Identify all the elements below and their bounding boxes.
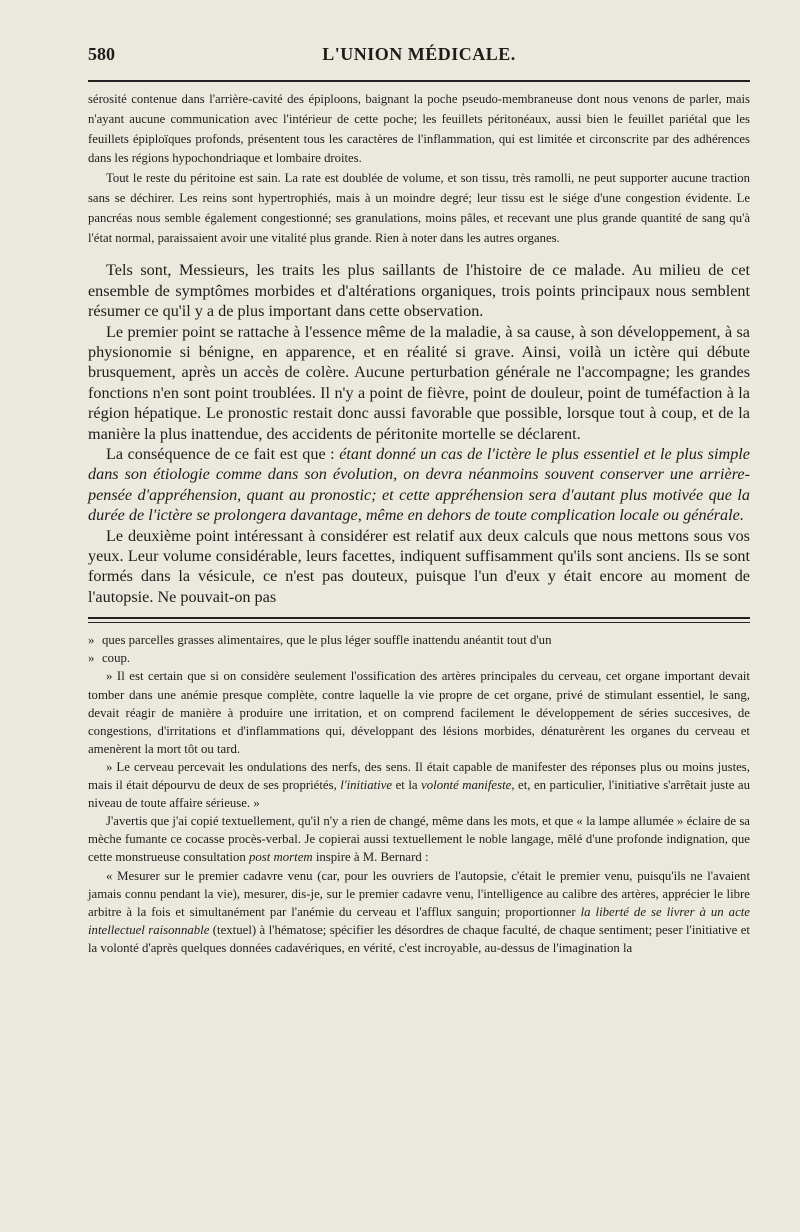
quote-marker: »: [88, 633, 95, 648]
footnote-italic: l'initiative: [340, 778, 393, 793]
footnote-text: J'avertis que j'ai copié textuellement, qu'il n'y a rien de changé, même dans les mots, et que « la lampe allumée » éclaire de sa mèche fumante ce cocasse procès-verbal. Je copierai aussi textuellement le noble langage, mêlé d'une profonde indignation, que cette monstrueuse consultation: [88, 814, 750, 865]
quote-marker: »: [88, 651, 95, 666]
footnote-text: « Mesurer sur le premier cadavre venu (car, pour les ouvriers de l'autopsie, c'était le premier venu, puisqu'ils ne l'avaient jamais connu pendant la vie), mesurer, dis-je, sur le premier cadavre venu, l'intelligence au calibre des artères, apprécier le libre arbitre à la fois et simultanément par l'anémie du cerveau et l'afflux sanguin; proportionner: [88, 868, 750, 919]
footnote-mesurer: [88, 867, 750, 957]
footnote-separator: [88, 617, 750, 623]
quote-line: [88, 649, 750, 667]
quote-text: ques parcelles grasses alimentaires, que le plus léger souffle inattendu anéantit tout d'un: [102, 633, 552, 648]
footnote-text: , et, en particulier, l'initiative s'arrêtait juste au niveau de toute affaire sérieuse. »: [88, 778, 750, 811]
running-head: L'UNION MÉDICALE.: [322, 44, 516, 64]
footnote-text: inspire à M. Bernard :: [312, 850, 429, 865]
paragraph-tels-sont: Tels sont, Messieurs, les traits les plus saillants de l'histoire de ce malade. Au milieu de cet ensemble de symptômes morbides et d'altérations organiques, trois points principaux nous semblent résumer ce qu'il y a de plus important dans cette observation.: [88, 261, 750, 321]
footnotes: [88, 631, 750, 957]
consequence-lead: La conséquence de ce fait est que :: [106, 445, 340, 464]
footnote-italic: post mortem: [249, 850, 313, 865]
page-header: [88, 44, 750, 80]
paragraph-consequence: [88, 444, 750, 526]
consequence-italic: étant donné un cas de l'ictère le plus essentiel et le plus simple dans son étiologie comme dans son évolution, on devra néanmoins souvent conserver une arrière-pensée d'appréhension, quant au pronostic; et cette appréhension sera d'autant plus motivée que la durée de l'ictère se prolongera davantage, même en dehors de toute complication locale ou générale.: [88, 445, 750, 525]
footnote-avertis: [88, 812, 750, 866]
paragraph-peritoine: Tout le reste du péritoine est sain. La rate est doublée de volume, et son tissu, très ramolli, ne peut supporter aucune traction sans se déchirer. Les reins sont hypertrophiés, mais à un moindre degré; leur tissu est le siége d'une congestion évidente. Le pancréas nous semble également congestionné; ses granulations, moins pâles, et recevant une plus grande quantité de sang qu'à l'état normal, paraissaient avoir une vitalité plus grande. Rien à noter dans les autres organes.: [88, 171, 750, 245]
footnote-text: et la: [392, 778, 422, 793]
footnote-text: » Le cerveau percevait les ondulations des nerfs, des sens. Il était capable de manifester des réponses plus ou moins justes, mais il était dépourvu de deux de ses propriétés,: [88, 759, 750, 793]
footnote-italic: la liberté de se livrer à un acte intellectuel raisonnable: [88, 904, 750, 937]
footnote-ossification: » Il est certain que si on considère seulement l'ossification des artères principales du cerveau, cet organe important devait tomber dans une anémie presque complète, contre laquelle la vie propre de cet organe, privé de stimulant essentiel, le sang, devait réagir de manière à produire une irritation, et on comprend facilement le développement de séries succesives, de congestions, d'irritations et d'inflammations qui, développant des lésions morbides, dénaturèrent les organes du cerveau et amenèrent la mort tôt ou tard.: [88, 669, 750, 756]
paragraph-deuxieme-point: Le deuxième point intéressant à considérer est relatif aux deux calculs que nous mettons sous vos yeux. Leur volume considérable, leurs facettes, indiquent suffisamment qu'ils sont anciens. Ils se sont formés dans la vésicule, ce n'est pas douteux, puisque l'un d'eux y était encore au moment de l'autopsie. Ne pouvait-on pas: [88, 526, 750, 606]
paragraph-premier-point: Le premier point se rattache à l'essence même de la maladie, à sa cause, à son développement, à sa physionomie si bénigne, en apparence, et en réalité si grave. Ainsi, voilà un ictère qui débute brusquement, après un accès de colère. Aucune perturbation générale ne l'accompagne; les grandes fonctions n'en sont point troublées. Il n'y a point de fièvre, point de douleur, point de tuméfaction à la région hépatique. Le pronostic restait donc aussi favorable que possible, lorsque tout à coup, et de la manière la plus inattendue, des accidents de péritonite mortelle se déclarent.: [88, 322, 750, 443]
footnote-cerveau: [88, 758, 750, 812]
header-rule: [88, 80, 750, 82]
footnote-italic: volonté manifeste: [421, 778, 512, 793]
page-number: 580: [88, 44, 115, 64]
paragraph-serosite: sérosité contenue dans l'arrière-cavité des épiploons, baignant la poche pseudo-membraneuse dont nous venons de parler, mais n'ayant aucune communication avec l'intérieur de cette poche; les feuillets péritonéaux, aussi bien le feuillet pariétal que les feuillets épiploïques profonds, présentent tous les caractères de l'inflammation, qui est limitée et circonscrite par des adhérences dans les régions hypochondriaque et lombaire droites.: [88, 92, 750, 166]
footnote-text: (textuel) à l'hématose; spécifier les désordres de chaque faculté, de chaque sentiment; peser l'initiative et la volonté d'après quelques données cadavériques, en vérité, c'est incroyable, au-dessus de l'imagination la: [88, 922, 750, 955]
quote-text: coup.: [102, 651, 131, 666]
quote-line: [88, 631, 750, 649]
